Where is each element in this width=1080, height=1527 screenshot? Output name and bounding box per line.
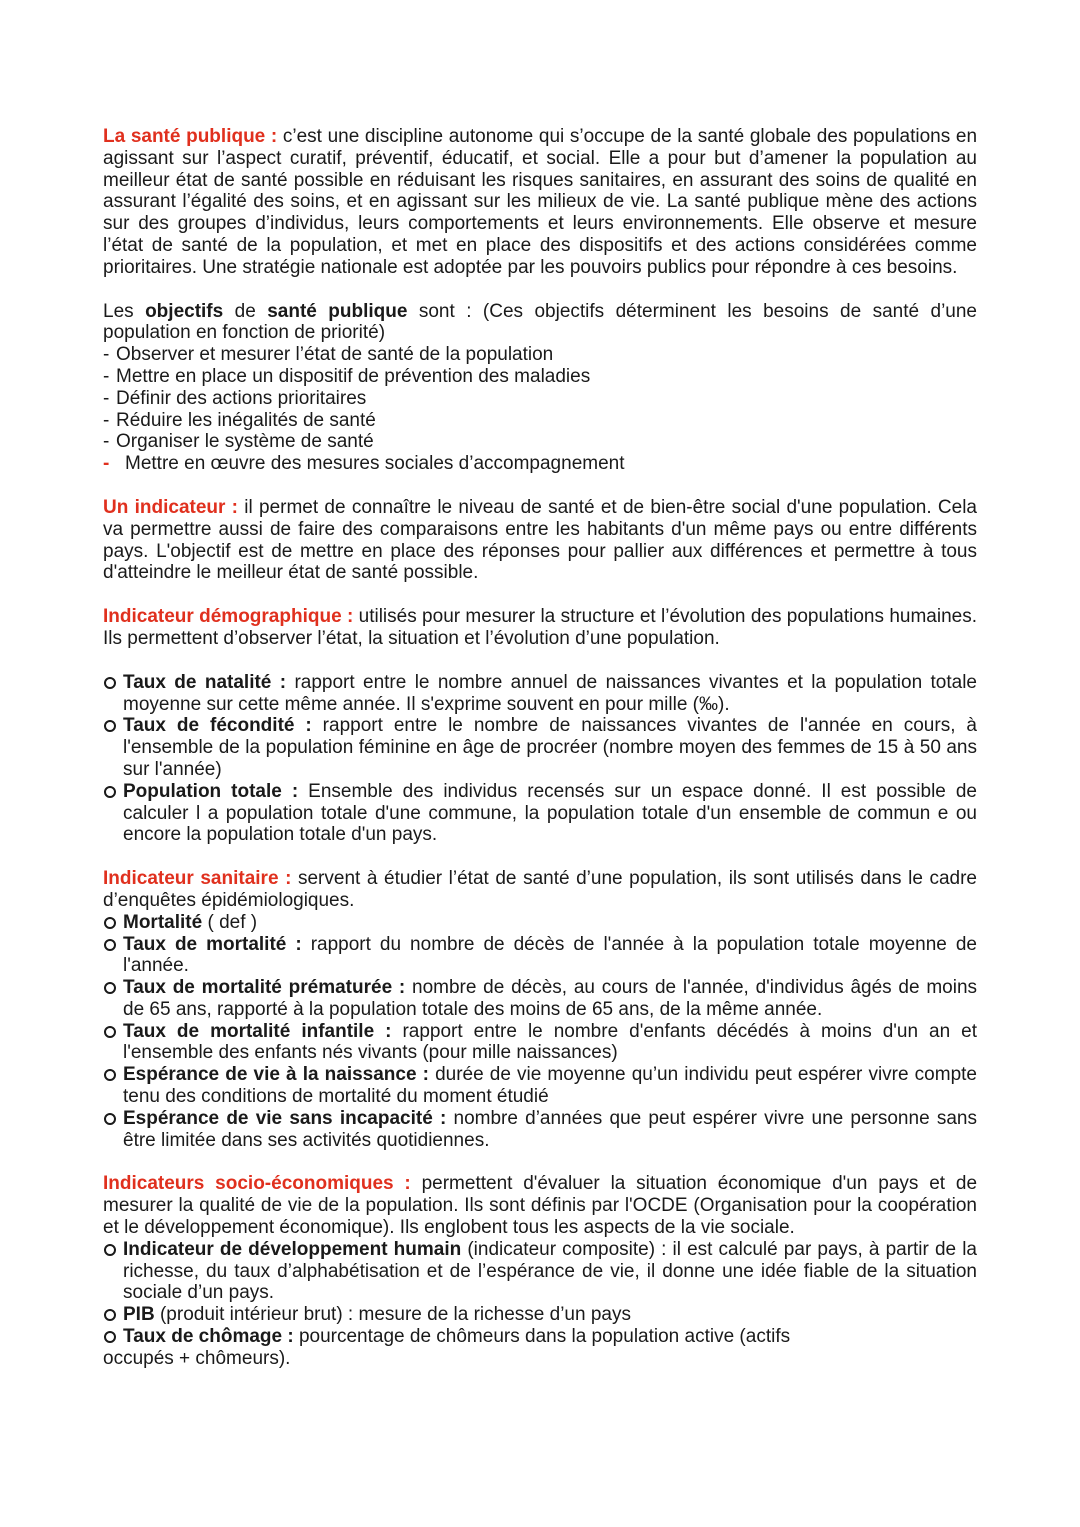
demographic-text: utilisés pour mesurer la structure et l’évolution des populations humaines. Ils permettent d’observer l’état, la situation et l’évolution d’une population. <box>103 606 977 649</box>
document-page <box>103 126 977 1370</box>
sanitary-section <box>103 868 977 1151</box>
list-item <box>103 1021 977 1065</box>
item-definition: nombre de décès, au cours de l'année, d'individus âgés de moins de 65 ans, rapporté à la population totale des moins de 65 ans, de la même année. <box>123 977 978 1020</box>
demographic-title: Indicateur démographique : <box>103 606 354 628</box>
list-item <box>103 1064 977 1108</box>
objectives-section <box>103 301 977 475</box>
item-term: Espérance de vie à la naissance : <box>123 1064 429 1086</box>
list-item <box>103 1108 977 1152</box>
list-item: - Observer et mesurer l’état de santé de la population <box>103 344 977 366</box>
indicator-text: il permet de connaître le niveau de santé et de bien-être social d'une population. Cela va permettre aussi de faire des comparaisons entre les habitants d'un même pays ou entre différents pays. L'objectif est de mettre en place des réponses pour pallier aux différences et permettre à tous d'atteindre le meilleur état de santé possible. <box>103 496 977 584</box>
item-term: Taux de mortalité prématurée : <box>123 977 406 999</box>
bullet-circle-icon <box>104 1026 116 1038</box>
item-definition: ( def ) <box>202 911 258 933</box>
socioeco-tail: occupés + chômeurs). <box>103 1347 291 1369</box>
socioeco-title: Indicateurs socio-économiques : <box>103 1173 411 1195</box>
list-item <box>103 781 977 846</box>
item-definition: (indicateur composite) : il est calculé par pays, à partir de la richesse, du taux d’alphabétisation et de l’espérance de vie, il donne une idée fiable de la situation sociale d’un pays. <box>123 1238 977 1304</box>
bullet-circle-icon <box>104 720 116 732</box>
item-definition: durée de vie moyenne qu’un individu peut espérer vivre compte tenu des conditions de mortalité du moment étudié <box>123 1064 977 1108</box>
socioeco-list <box>103 1239 977 1348</box>
list-item: - Réduire les inégalités de santé <box>103 410 977 432</box>
item-term: Taux de mortalité : <box>123 933 302 955</box>
item-term: Taux de fécondité : <box>123 715 312 737</box>
list-item: - Organiser le système de santé <box>103 431 977 453</box>
indicator-paragraph <box>103 497 977 584</box>
list-item <box>103 934 977 978</box>
bullet-circle-icon <box>104 1069 116 1081</box>
item-term: Indicateur de développement humain <box>123 1238 462 1260</box>
item-definition: rapport du nombre de décès de l'année à la population totale moyenne de l'année. <box>123 933 977 977</box>
indicator-title: Un indicateur : <box>103 496 239 518</box>
objectives-text-3: sont : (Ces objectifs déterminent les besoins de santé d’une population en fonction de priorité) <box>103 300 977 344</box>
demographic-section <box>103 606 977 846</box>
objectives-text-2: de <box>223 300 268 322</box>
socioeco-section <box>103 1173 977 1369</box>
intro-paragraph <box>103 126 977 279</box>
bullet-circle-icon <box>104 939 116 951</box>
list-item <box>103 977 977 1021</box>
objectives-intro <box>103 301 977 345</box>
socioeco-intro <box>103 1173 977 1238</box>
list-item: - Définir des actions prioritaires <box>103 388 977 410</box>
item-definition: (produit intérieur brut) : mesure de la richesse d’un pays <box>154 1304 631 1326</box>
item-term: Taux de mortalité infantile : <box>123 1020 392 1042</box>
bullet-circle-icon <box>104 1244 116 1256</box>
bullet-circle-icon <box>104 917 116 929</box>
sanitary-text: servent à étudier l’état de santé d’une population, ils sont utilisés dans le cadre d’enquêtes épidémiologiques. <box>103 868 977 911</box>
socioeco-text: permettent d'évaluer la situation économique d'un pays et de mesurer la qualité de vie de la population. Ils sont définis par l'OCDE (Organisation pour la coopération et le développement économique). Ils englobent tous les aspects de la vie sociale. <box>103 1173 978 1239</box>
list-item: - Mettre en place un dispositif de prévention des maladies <box>103 366 977 388</box>
demographic-list <box>103 672 977 846</box>
bullet-circle-icon <box>104 1113 116 1125</box>
objectives-text-1: Les <box>103 300 146 322</box>
bullet-circle-icon <box>104 1331 116 1343</box>
list-item <box>103 1326 977 1348</box>
item-term: Population totale : <box>123 780 299 802</box>
intro-text: c’est une discipline autonome qui s’occupe de la santé globale des populations en agissant sur l’aspect curatif, préventif, éducatif, et social. Elle a pour but d’amener la population au meilleur état de santé possible en réduisant les risques sanitaires, en assurant des soins de qualité en assurant l’égalité des soins, et en agissant sur les milieux de vie. La santé publique mène des actions sur des groupes d’individus, leurs comportements et leurs environnements. Elle observe et mesure l’état de santé de la population, et met en place des dispositifs et des actions considérées comme prioritaires. Une stratégie nationale est adoptée par les pouvoirs publics pour répondre à ces besoins. <box>103 126 978 278</box>
list-item <box>103 912 977 934</box>
sanitary-title: Indicateur sanitaire : <box>103 868 292 890</box>
bullet-circle-icon <box>104 677 116 689</box>
item-term: Taux de natalité : <box>123 671 287 693</box>
sanitary-list <box>103 912 977 1152</box>
bullet-circle-icon <box>104 1309 116 1321</box>
objectives-bold-1: objectifs <box>145 300 224 322</box>
sanitary-intro <box>103 868 977 912</box>
list-item <box>103 1239 977 1304</box>
item-definition: rapport entre le nombre annuel de naissances vivantes et la population totale moyenne sur cette même année. Il s'exprime souvent en pour mille (‰). <box>123 671 978 715</box>
objectives-list <box>103 344 977 475</box>
list-item: - Mettre en œuvre des mesures sociales d’accompagnement <box>103 453 977 475</box>
item-term: Mortalité <box>123 911 203 933</box>
bullet-circle-icon <box>104 786 116 798</box>
item-definition: Ensemble des individus recensés sur un espace donné. Il est possible de calculer l a population totale d'une commune, la population totale d'un ensemble de commun e ou encore la population totale d'un pays. <box>123 780 977 846</box>
intro-title: La santé publique : <box>103 126 278 147</box>
item-term: Espérance de vie sans incapacité : <box>123 1107 447 1129</box>
item-term: Taux de chômage : <box>123 1326 294 1348</box>
item-definition: rapport entre le nombre d'enfants décédés à moins d'un an et l'ensemble des enfants nés vivants (pour mille naissances) <box>123 1020 977 1064</box>
item-definition: rapport entre le nombre de naissances vivantes de l'année en cours, à l'ensemble de la population féminine en âge de procréer (nombre moyen des femmes de 15 à 50 ans sur l'année) <box>123 715 977 780</box>
demographic-intro <box>103 606 977 650</box>
list-item <box>103 672 977 716</box>
item-definition: pourcentage de chômeurs dans la population active (actifs <box>293 1326 791 1348</box>
bullet-circle-icon <box>104 982 116 994</box>
item-term: PIB <box>123 1304 155 1326</box>
item-definition: nombre d’années que peut espérer vivre une personne sans être limitée dans ses activités quotidiennes. <box>123 1107 977 1151</box>
list-item <box>103 715 977 780</box>
objectives-bold-2: santé publique <box>267 300 408 322</box>
list-item <box>103 1304 977 1326</box>
